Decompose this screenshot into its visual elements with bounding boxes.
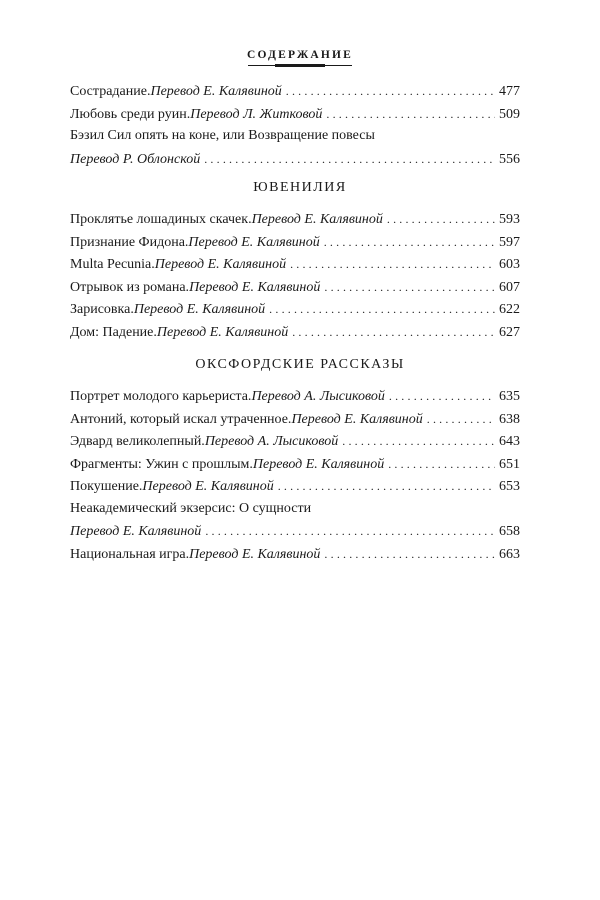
dot-leader [324, 543, 495, 566]
entry-page-number: 607 [499, 279, 520, 295]
running-head [0, 45, 600, 63]
toc-entry [70, 430, 520, 453]
entry-translator: Перевод Е. Калявиной [252, 456, 385, 472]
entry-page-number: 597 [499, 234, 520, 250]
entry-translator: Перевод Е. Калявиной [156, 324, 289, 340]
toc-entry [70, 453, 520, 476]
section-heading-oxford: ОКСФОРДСКИЕ РАССКАЗЫ [195, 357, 405, 372]
toc-entry [70, 475, 520, 498]
entry-page-number: 651 [499, 456, 520, 472]
toc-entry [70, 208, 520, 231]
toc-entry [70, 321, 520, 344]
entry-translator: Перевод Е. Калявиной [142, 479, 274, 494]
toc-group-oxford [70, 385, 520, 565]
toc-entry [70, 103, 520, 126]
entry-page-number: 603 [499, 257, 520, 272]
toc-group-juvenilia [70, 208, 520, 343]
entry-title: Эдвард великолепный. [70, 434, 205, 449]
entry-translator: Перевод Е. Калявиной [291, 411, 423, 427]
toc-entry [70, 520, 520, 543]
entry-translator: Перевод Е. Калявиной [188, 234, 320, 250]
entry-title-line: Неакадемический экзерсис: О сущности [70, 500, 312, 516]
entry-title: Отрывок из романа. [70, 279, 190, 295]
entry-translator: Перевод Е. Калявиной [251, 212, 383, 227]
toc-entry [70, 80, 520, 103]
entry-page-number: 635 [499, 389, 520, 404]
dot-leader [269, 298, 495, 321]
entry-title: Антоний, который искал утраченное. [70, 411, 292, 427]
entry-translator: Перевод Е. Калявиной [189, 546, 321, 562]
entry-page-number: 556 [499, 151, 520, 167]
dot-leader [286, 80, 495, 103]
section-heading-juvenilia: ЮВЕНИЛИЯ [253, 180, 347, 195]
entry-page-number: 653 [499, 479, 520, 494]
toc-entry [70, 543, 520, 566]
entry-title: Любовь среди руин. [70, 106, 191, 122]
entry-title: Зарисовка. [70, 302, 134, 317]
entry-title: Multa Pecunia. [70, 257, 155, 272]
entry-translator: Перевод А. Лысиковой [204, 434, 339, 449]
entry-page-number: 627 [499, 324, 520, 340]
entry-title: Признание Фидона. [70, 234, 189, 250]
running-head-rule-accent [275, 64, 325, 67]
toc-entry [70, 408, 520, 431]
dot-leader [205, 520, 495, 543]
toc-entry [70, 276, 520, 299]
toc-entry [70, 253, 520, 276]
dot-leader [324, 276, 495, 299]
dot-leader [292, 321, 495, 344]
entry-page-number: 593 [499, 212, 520, 227]
dot-leader [290, 253, 495, 276]
entry-title-line: Бэзил Сил опять на коне, или Возвращение повесы [70, 128, 375, 143]
entry-title: Национальная игра. [70, 546, 190, 562]
toc-entry [70, 385, 520, 408]
dot-leader [278, 475, 495, 498]
dot-leader [204, 148, 495, 171]
dot-leader [388, 453, 495, 476]
entry-title: Сострадание. [70, 84, 151, 99]
entry-translator: Перевод Е. Калявиной [154, 257, 287, 272]
entry-title: Фрагменты: Ужин с прошлым. [70, 456, 253, 472]
toc-entry [70, 231, 520, 254]
entry-page-number: 663 [499, 546, 520, 562]
entry-page-number: 638 [499, 411, 520, 427]
entry-translator: Перевод Е. Калявиной [133, 302, 266, 317]
entry-translator: Перевод Е. Калявиной [70, 524, 202, 539]
entry-translator: Перевод Е. Калявиной [189, 279, 321, 295]
entry-page-number: 622 [499, 302, 520, 317]
dot-leader [387, 208, 495, 231]
entry-page-number: 643 [499, 434, 520, 449]
entry-translator: Перевод А. Лысиковой [251, 389, 385, 404]
entry-title: Дом: Падение. [70, 324, 157, 340]
dot-leader [389, 385, 495, 408]
entry-page-number: 477 [499, 84, 520, 99]
entry-translator: Перевод Е. Калявиной [150, 84, 282, 99]
dot-leader [326, 103, 495, 126]
entry-page-number: 509 [499, 106, 520, 122]
dot-leader [427, 408, 495, 431]
entry-page-number: 658 [499, 524, 520, 539]
toc-entry [70, 298, 520, 321]
dot-leader [324, 231, 495, 254]
entry-translator: Перевод Л. Житковой [190, 106, 323, 122]
toc-entry [70, 148, 520, 171]
entry-title: Портрет молодого карьериста. [70, 389, 252, 404]
dot-leader [342, 430, 495, 453]
running-head-title: СОДЕРЖАНИЕ [246, 49, 354, 61]
toc-group-main [70, 80, 520, 170]
entry-title: Покушение. [70, 479, 143, 494]
entry-translator: Перевод Р. Облонской [70, 151, 201, 167]
entry-title: Проклятье лошадиных скачек. [70, 212, 252, 227]
